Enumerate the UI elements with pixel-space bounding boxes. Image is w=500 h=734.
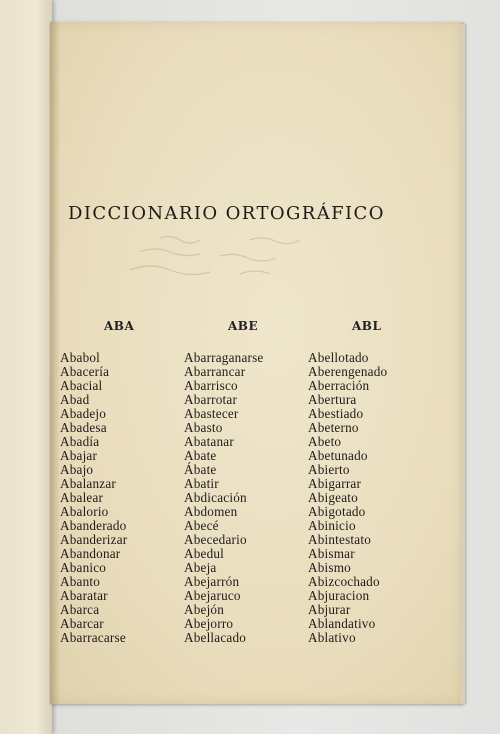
word-entry: Ablandativo <box>308 616 376 631</box>
word-entry: Abizcochado <box>308 574 380 589</box>
word-entry: Abierto <box>308 462 350 477</box>
word-entry: Abastecer <box>184 406 239 421</box>
word-entry: Abadía <box>60 434 100 449</box>
page-title: DICCIONARIO ORTOGRÁFICO <box>68 203 385 224</box>
word-entry: Abejarrón <box>184 574 240 589</box>
word-column-abl <box>308 320 387 645</box>
word-entry: Abestiado <box>308 406 364 421</box>
word-entry: Abacería <box>60 364 110 379</box>
word-entry: Abadejo <box>60 406 107 421</box>
word-entry: Abarcar <box>60 616 104 631</box>
word-entry: Abjuracion <box>308 588 370 603</box>
word-entry: Abeterno <box>308 420 359 435</box>
word-entry: Abecé <box>184 518 219 533</box>
word-entry: Ababol <box>60 350 101 365</box>
word-entry: Abeto <box>308 434 342 449</box>
word-entry: Abarrotar <box>184 392 238 407</box>
word-entry: Abanico <box>60 560 107 575</box>
word-entry: Abarca <box>60 602 100 617</box>
word-entry: Abecedario <box>184 532 247 547</box>
page-right-edge <box>460 24 465 704</box>
word-entry: Abate <box>184 448 217 463</box>
word-entry: Abajo <box>60 462 94 477</box>
word-entry: Abedul <box>184 546 225 561</box>
word-entry: Abarraganarse <box>184 350 264 365</box>
word-entry: Abanto <box>60 574 101 589</box>
word-column-aba <box>60 320 134 645</box>
word-entry: Abinicio <box>308 518 356 533</box>
word-entry: Abad <box>60 392 90 407</box>
word-entry: Abejorro <box>184 616 234 631</box>
word-entry: Abanderado <box>60 518 127 533</box>
word-entry: Abarracarse <box>60 630 126 645</box>
word-entry: Abismo <box>308 560 351 575</box>
column-heading: ABE <box>228 319 259 333</box>
word-entry: Abdomen <box>184 504 238 519</box>
word-entry: Abandonar <box>60 546 121 561</box>
word-entry: Abanderizar <box>60 532 128 547</box>
word-entry: Abajar <box>60 448 98 463</box>
word-entry: Abalanzar <box>60 476 116 491</box>
word-entry: Abismar <box>308 546 355 561</box>
column-heading: ABL <box>352 319 382 333</box>
column-heading: ABA <box>104 319 135 333</box>
word-entry: Abarrisco <box>184 378 238 393</box>
word-entry: Abacial <box>60 378 103 393</box>
word-entry: Abadesa <box>60 420 107 435</box>
word-entry: Abaratar <box>60 588 108 603</box>
word-entry: Abarrancar <box>184 364 246 379</box>
word-entry: Abigotado <box>308 504 366 519</box>
word-entry: Aberración <box>308 378 370 393</box>
word-entry: Abalear <box>60 490 104 505</box>
word-list <box>184 351 263 645</box>
page-gutter-shadow <box>50 22 60 704</box>
word-entry: Abertura <box>308 392 357 407</box>
word-entry: Abejaruco <box>184 588 241 603</box>
word-entry: Ablativo <box>308 630 356 645</box>
word-entry: Abasto <box>184 420 223 435</box>
word-entry: Abetunado <box>308 448 368 463</box>
word-entry: Abeja <box>184 560 217 575</box>
word-list <box>60 351 134 645</box>
word-entry: Abigeato <box>308 490 358 505</box>
word-entry: Abalorio <box>60 504 109 519</box>
left-page-edge <box>0 0 52 734</box>
word-entry: Ábate <box>184 462 217 477</box>
word-entry: Abellotado <box>308 350 369 365</box>
word-entry: Aberengenado <box>308 364 388 379</box>
word-entry: Abellacado <box>184 630 247 645</box>
word-list <box>308 351 387 645</box>
word-entry: Abjurar <box>308 602 351 617</box>
word-entry: Abintestato <box>308 532 371 547</box>
ink-bleed-through <box>100 230 340 290</box>
word-column-abe <box>184 320 263 645</box>
word-entry: Abdicación <box>184 490 247 505</box>
word-entry: Abatir <box>184 476 219 491</box>
word-entry: Abigarrar <box>308 476 362 491</box>
word-entry: Abejón <box>184 602 225 617</box>
word-entry: Abatanar <box>184 434 234 449</box>
